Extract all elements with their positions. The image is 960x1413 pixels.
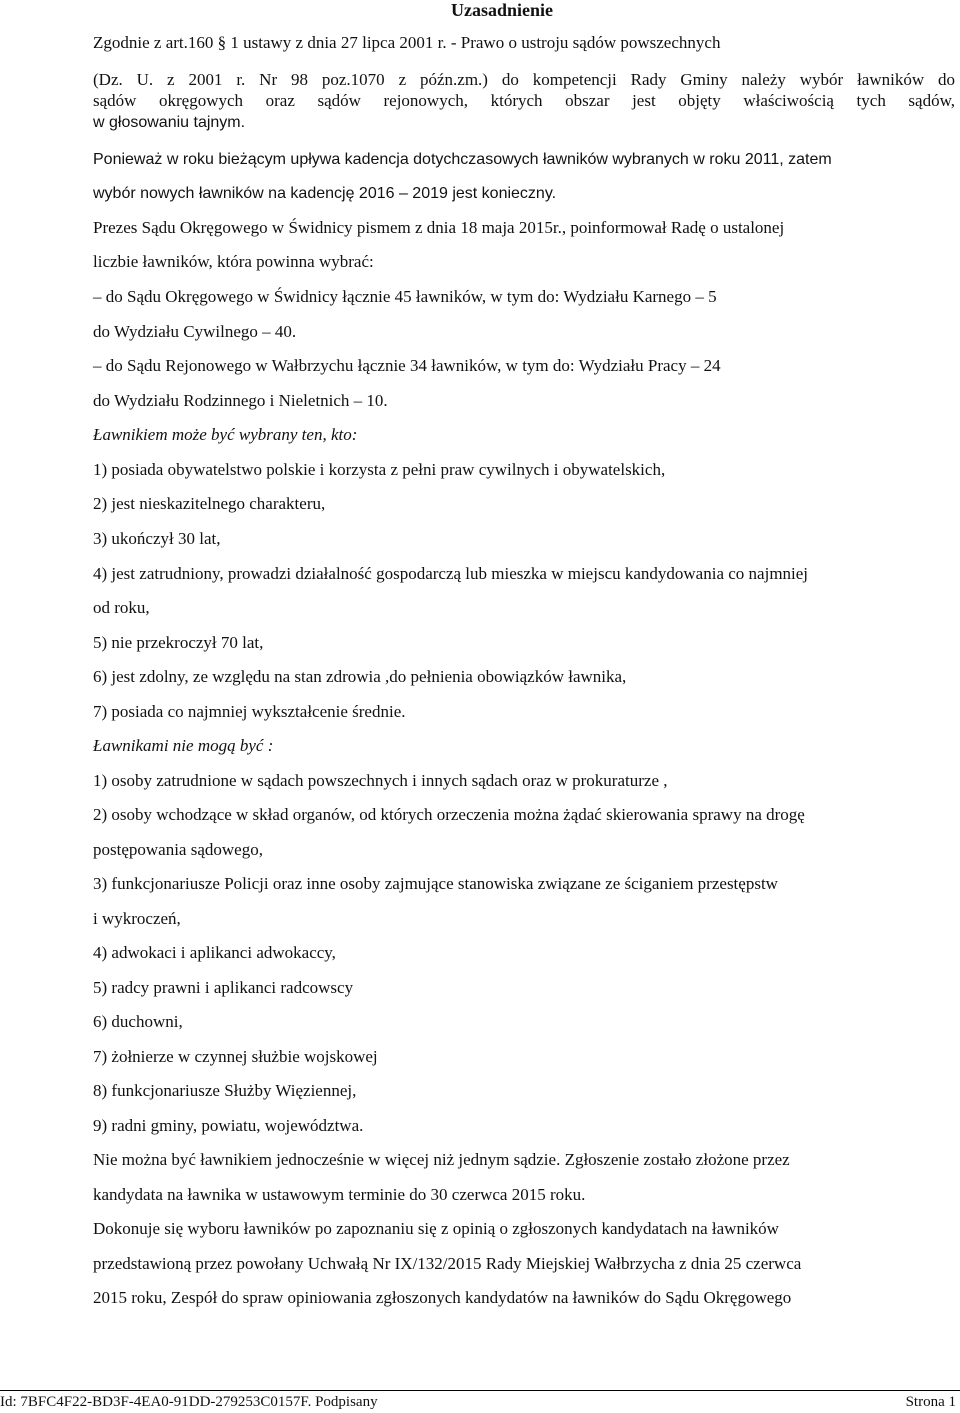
paragraph-1-line-2: (Dz. U. z 2001 r. Nr 98 poz.1070 z późn.zm.) do kompetencji Rady Gminy należy wybór ławników do: [93, 70, 955, 89]
paragraph-1-line-1: Zgodnie z art.160 § 1 ustawy z dnia 27 lipca 2001 r. - Prawo o ustroju sądów powszechnych: [93, 33, 721, 52]
ineligible-item: postępowania sądowego,: [93, 840, 263, 859]
eligible-item: 4) jest zatrudniony, prowadzi działalność gospodarczą lub mieszka w miejscu kandydowania co najmniej: [93, 564, 809, 583]
ineligible-item: 9) radni gminy, powiatu, województwa.: [93, 1116, 364, 1135]
closing-2-line-1: Dokonuje się wyboru ławników po zapoznaniu się z opinią o zgłoszonych kandydatach na ławników: [93, 1219, 779, 1238]
okregowy-line-1: – do Sądu Okręgowego w Świdnicy łącznie 45 ławników, w tym do: Wydziału Karnego – 5: [93, 287, 717, 306]
ineligible-item: 6) duchowni,: [93, 1012, 183, 1031]
eligible-item: 3) ukończył 30 lat,: [93, 529, 221, 548]
ineligible-item: i wykroczeń,: [93, 909, 181, 928]
ineligible-item: 5) radcy prawni i aplikanci radcowscy: [93, 978, 354, 997]
closing-2-line-3: 2015 roku, Zespół do spraw opiniowania zgłoszonych kandydatów na ławników do Sądu Okręgowego: [93, 1288, 792, 1307]
ineligible-item: 7) żołnierze w czynnej służbie wojskowej: [93, 1047, 378, 1066]
footer-document-id: Id: 7BFC4F22-BD3F-4EA0-91DD-279253C0157F. Podpisany: [0, 1394, 378, 1410]
ineligible-item: 2) osoby wchodzące w skład organów, od których orzeczenia można żądać skierowania sprawy na drogę: [93, 805, 805, 824]
eligible-item: 1) posiada obywatelstwo polskie i korzysta z pełni praw cywilnych i obywatelskich,: [93, 460, 666, 479]
ineligible-item: 4) adwokaci i aplikanci adwokaccy,: [93, 943, 336, 962]
paragraph-1-line-4: w głosowaniu tajnym.: [93, 114, 246, 131]
eligible-item: 5) nie przekroczył 70 lat,: [93, 633, 264, 652]
rejonowy-line-1: – do Sądu Rejonowego w Wałbrzychu łącznie 34 ławników, w tym do: Wydziału Pracy – 24: [93, 356, 721, 375]
footer-divider: [0, 1390, 960, 1391]
ineligible-item: 3) funkcjonariusze Policji oraz inne osoby zajmujące stanowiska związane ze ściganiem przestępstw: [93, 874, 778, 893]
okregowy-line-2: do Wydziału Cywilnego – 40.: [93, 322, 297, 341]
paragraph-2-line-2: wybór nowych ławników na kadencję 2016 – 2019 jest konieczny.: [93, 185, 557, 202]
closing-1-line-2: kandydata na ławnika w ustawowym terminie do 30 czerwca 2015 roku.: [93, 1185, 586, 1204]
page-title: Uzasadnienie: [450, 0, 553, 20]
eligible-item: 7) posiada co najmniej wykształcenie średnie.: [93, 702, 406, 721]
footer-page-number: Strona 1: [905, 1394, 956, 1410]
eligible-item: od roku,: [93, 598, 150, 617]
rejonowy-line-2: do Wydziału Rodzinnego i Nieletnich – 10.: [93, 391, 388, 410]
ineligible-heading: Ławnikami nie mogą być :: [93, 736, 274, 755]
eligible-heading: Ławnikiem może być wybrany ten, kto:: [93, 425, 358, 444]
eligible-item: 2) jest nieskazitelnego charakteru,: [93, 494, 326, 513]
eligible-item: 6) jest zdolny, ze względu na stan zdrowia ,do pełnienia obowiązków ławnika,: [93, 667, 627, 686]
ineligible-item: 1) osoby zatrudnione w sądach powszechnych i innych sądach oraz w prokuraturze ,: [93, 771, 668, 790]
paragraph-2-line-1: Ponieważ w roku bieżącym upływa kadencja dotychczasowych ławników wybranych w roku 2011, zatem: [93, 151, 832, 168]
paragraph-3-line-1: Prezes Sądu Okręgowego w Świdnicy pismem z dnia 18 maja 2015r., poinformował Radę o ustalonej: [93, 218, 785, 237]
paragraph-3-line-2: liczbie ławników, która powinna wybrać:: [93, 252, 374, 271]
closing-1-line-1: Nie można być ławnikiem jednocześnie w więcej niż jednym sądzie. Zgłoszenie zostało złożone przez: [93, 1150, 790, 1169]
ineligible-item: 8) funkcjonariusze Służby Więziennej,: [93, 1081, 357, 1100]
paragraph-1-line-3: sądów okręgowych oraz sądów rejonowych, których obszar jest objęty właściwością tych sądów,: [93, 91, 955, 110]
closing-2-line-2: przedstawioną przez powołany Uchwałą Nr IX/132/2015 Rady Miejskiej Wałbrzycha z dnia 25 czerwca: [93, 1254, 802, 1273]
